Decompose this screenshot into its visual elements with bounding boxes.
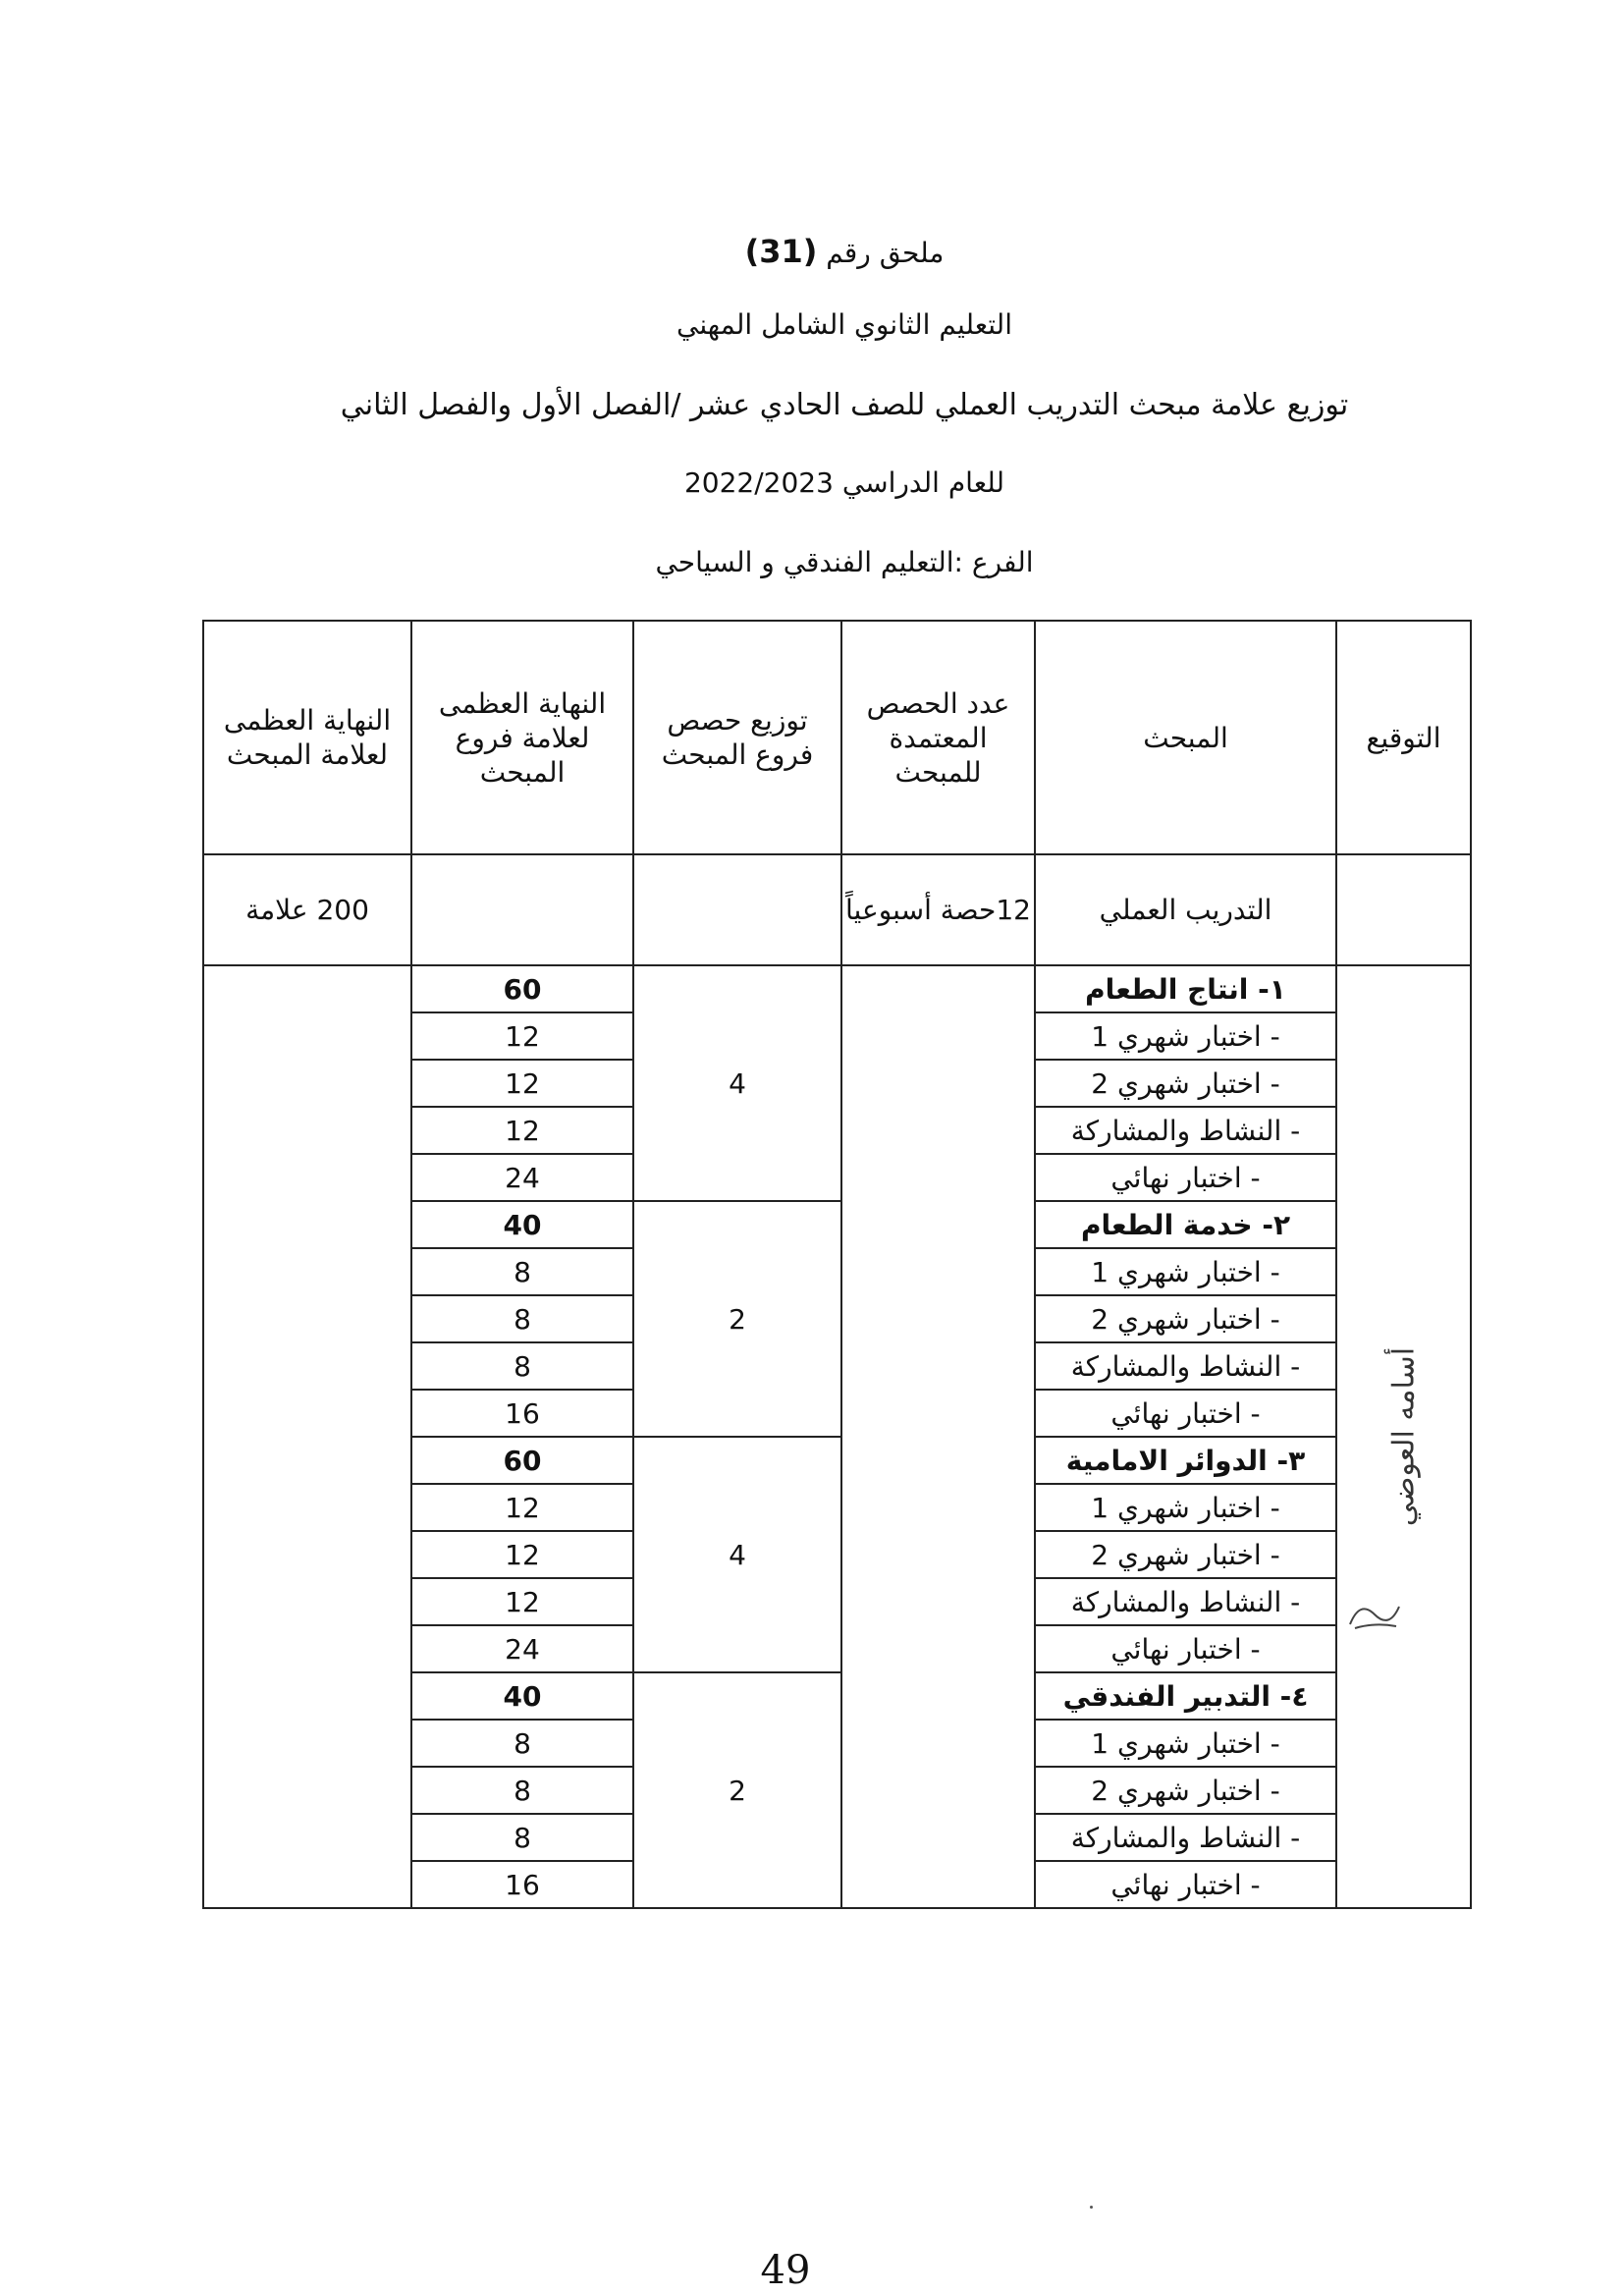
branch-max-header: النهاية العظمى لعلامة فروع المبحث — [411, 621, 633, 854]
assessment-mark: 12 — [411, 1578, 633, 1625]
marks-table — [202, 620, 1472, 1909]
page-number: 49 — [760, 2248, 811, 2293]
assessment-mark: 8 — [411, 1814, 633, 1861]
periods-header: عدد الحصص المعتمدة للمبحث — [841, 621, 1035, 854]
subject-periods-dist-empty — [633, 854, 841, 965]
assessment-mark: 16 — [411, 1861, 633, 1908]
branch-title: ٣- الدوائر الامامية — [1035, 1437, 1336, 1484]
header-row — [203, 621, 1471, 854]
assessment-label: - اختبار شهري 2 — [1035, 1060, 1336, 1107]
subject-branch-max-empty — [411, 854, 633, 965]
subject-row — [203, 854, 1471, 965]
assessment-label: - اختبار نهائي — [1035, 1154, 1336, 1201]
branch-title: ١- انتاج الطعام — [1035, 965, 1336, 1012]
branch-max-mark: 40 — [411, 1201, 633, 1248]
assessment-mark: 8 — [411, 1248, 633, 1295]
assessment-mark: 8 — [411, 1295, 633, 1342]
signature-cell — [1336, 965, 1471, 1908]
assessment-mark: 12 — [411, 1060, 633, 1107]
assessment-label: - النشاط والمشاركة — [1035, 1342, 1336, 1390]
branch-periods: 2 — [633, 1672, 841, 1908]
branch-max-mark: 60 — [411, 1437, 633, 1484]
assessment-label: - النشاط والمشاركة — [1035, 1107, 1336, 1154]
assessment-mark: 12 — [411, 1012, 633, 1060]
subject-max-value: 200 علامة — [203, 854, 411, 965]
assessment-mark: 16 — [411, 1390, 633, 1437]
assessment-label: - النشاط والمشاركة — [1035, 1814, 1336, 1861]
assessment-label: - اختبار شهري 1 — [1035, 1248, 1336, 1295]
annex-title — [295, 232, 1394, 273]
periods-dist-header: توزيع حصص فروع المبحث — [633, 621, 841, 854]
annex-number: (31) — [744, 233, 818, 270]
subject-max-header: النهاية العظمى لعلامة المبحث — [203, 621, 411, 854]
assessment-label: - النشاط والمشاركة — [1035, 1578, 1336, 1625]
subject-max-merged-cell — [203, 965, 411, 1908]
signature-name: أسامه العوضي — [1385, 1346, 1421, 1527]
subject-periods-value: 12حصة أسبوعياً — [841, 854, 1035, 965]
periods-merged-cell — [841, 965, 1035, 1908]
assessment-mark: 12 — [411, 1107, 633, 1154]
branch-periods: 2 — [633, 1201, 841, 1437]
branch-title-row — [203, 965, 1471, 1012]
branch-max-mark: 60 — [411, 965, 633, 1012]
branch-title: ٢- خدمة الطعام — [1035, 1201, 1336, 1248]
assessment-label: - اختبار نهائي — [1035, 1861, 1336, 1908]
assessment-label: - اختبار شهري 1 — [1035, 1484, 1336, 1531]
branch-max-mark: 40 — [411, 1672, 633, 1720]
assessment-mark: 12 — [411, 1484, 633, 1531]
signature-flourish — [1345, 1595, 1404, 1634]
branch-title: ٤- التدبير الفندقي — [1035, 1672, 1336, 1720]
assessment-label: - اختبار شهري 1 — [1035, 1720, 1336, 1767]
assessment-mark: 8 — [411, 1342, 633, 1390]
assessment-label: - اختبار نهائي — [1035, 1390, 1336, 1437]
document-subtitle: توزيع علامة مبحث التدريب العملي للصف الحادي عشر /الفصل الأول والفصل الثاني — [340, 388, 1349, 422]
subject-header: المبحث — [1035, 621, 1336, 854]
signature-header: التوقيع — [1336, 621, 1471, 854]
assessment-mark: 12 — [411, 1531, 633, 1578]
assessment-mark: 8 — [411, 1767, 633, 1814]
assessment-label: - اختبار شهري 2 — [1035, 1767, 1336, 1814]
assessment-mark: 24 — [411, 1154, 633, 1201]
assessment-label: - اختبار شهري 2 — [1035, 1531, 1336, 1578]
program-title: التعليم الثانوي الشامل المهني — [676, 308, 1012, 341]
annex-label: ملحق رقم — [826, 237, 945, 269]
assessment-label: - اختبار نهائي — [1035, 1625, 1336, 1672]
academic-year: للعام الدراسي 2022/2023 — [683, 466, 1005, 499]
branch-periods: 4 — [633, 965, 841, 1201]
assessment-label: - اختبار شهري 1 — [1035, 1012, 1336, 1060]
stray-dot — [1090, 2206, 1093, 2209]
assessment-mark: 24 — [411, 1625, 633, 1672]
assessment-mark: 8 — [411, 1720, 633, 1767]
subject-name: التدريب العملي — [1035, 854, 1336, 965]
assessment-label: - اختبار شهري 2 — [1035, 1295, 1336, 1342]
branch-periods: 4 — [633, 1437, 841, 1672]
branch-title: الفرع :التعليم الفندقي و السياحي — [655, 546, 1034, 578]
subject-signature-empty — [1336, 854, 1471, 965]
